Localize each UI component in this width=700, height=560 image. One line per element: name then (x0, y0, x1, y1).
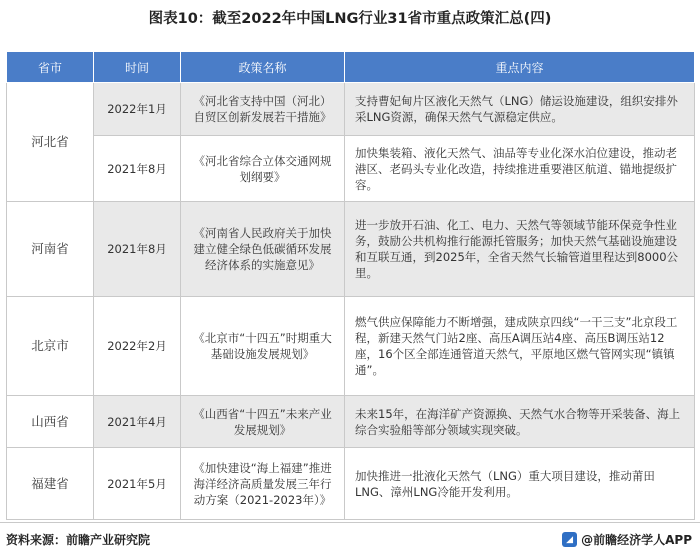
table-row (7, 202, 695, 297)
content-cell: 加快集装箱、液化天然气、油品等专业化深水泊位建设，推动老港区、老码头专业化改造，持续推进重要港区航道、锚地提级扩容。 (345, 136, 695, 202)
content-cell: 燃气供应保障能力不断增强，建成陕京四线“一干三支”北京段工程，新建天然气门站2座、高压A调压站4座、高压B调压站12座，16个区全部连通管道天然气，平原地区燃气管网实现“镇镇通”。 (345, 297, 695, 396)
table-row (7, 136, 695, 202)
policy-cell: 《河北省支持中国（河北）自贸区创新发展若干措施》 (181, 83, 345, 136)
time-cell: 2021年8月 (94, 202, 181, 297)
policy-cell: 《北京市“十四五”时期重大基础设施发展规划》 (181, 297, 345, 396)
time-cell: 2022年1月 (94, 83, 181, 136)
province-cell: 河北省 (7, 83, 94, 202)
column-header-province: 省市 (7, 52, 94, 83)
policy-cell: 《加快建设“海上福建”推进海洋经济高质量发展三年行动方案（2021-2023年）》 (181, 448, 345, 520)
content-cell: 未来15年，在海洋矿产资源换、天然气水合物等开采装备、海上综合实验船等部分领域实现突破。 (345, 396, 695, 448)
table-row (7, 297, 695, 396)
time-cell: 2022年2月 (94, 297, 181, 396)
table-row (7, 396, 695, 448)
content-cell: 加快推进一批液化天然气（LNG）重大项目建设，推动莆田LNG、漳州LNG冷能开发利用。 (345, 448, 695, 520)
province-cell: 山西省 (7, 396, 94, 448)
table-header-row (7, 52, 695, 83)
province-cell: 河南省 (7, 202, 94, 297)
table-row (7, 83, 695, 136)
content-cell: 进一步放开石油、化工、电力、天然气等领域节能环保竞争性业务，鼓励公共机构推行能源托管服务；加快天然气基础设施建设和互联互通，到2025年，全省天然气长输管道里程达到8000公里。 (345, 202, 695, 297)
policy-cell: 《河南省人民政府关于加快建立健全绿色低碳循环发展经济体系的实施意见》 (181, 202, 345, 297)
province-cell: 福建省 (7, 448, 94, 520)
time-cell: 2021年4月 (94, 396, 181, 448)
policy-table (6, 51, 695, 520)
footer (0, 522, 700, 560)
column-header-time: 时间 (94, 52, 181, 83)
time-cell: 2021年5月 (94, 448, 181, 520)
policy-cell: 《河北省综合立体交通网规划纲要》 (181, 136, 345, 202)
table-row (7, 448, 695, 520)
column-header-content: 重点内容 (345, 52, 695, 83)
brand-logo-icon: ◢ (562, 532, 577, 547)
content-cell: 支持曹妃甸片区液化天然气（LNG）储运设施建设，组织安排外采LNG资源，确保天然气气源稳定供应。 (345, 83, 695, 136)
column-header-policy: 政策名称 (181, 52, 345, 83)
chart-title: 图表10：截至2022年中国LNG行业31省市重点政策汇总(四) (148, 10, 552, 27)
time-cell: 2021年8月 (94, 136, 181, 202)
brand-credit (562, 531, 692, 548)
policy-cell: 《山西省“十四五”未来产业发展规划》 (181, 396, 345, 448)
brand-label: @前瞻经济学人APP (581, 533, 692, 547)
source-note: 资料来源：前瞻产业研究院 (6, 533, 151, 547)
province-cell: 北京市 (7, 297, 94, 396)
